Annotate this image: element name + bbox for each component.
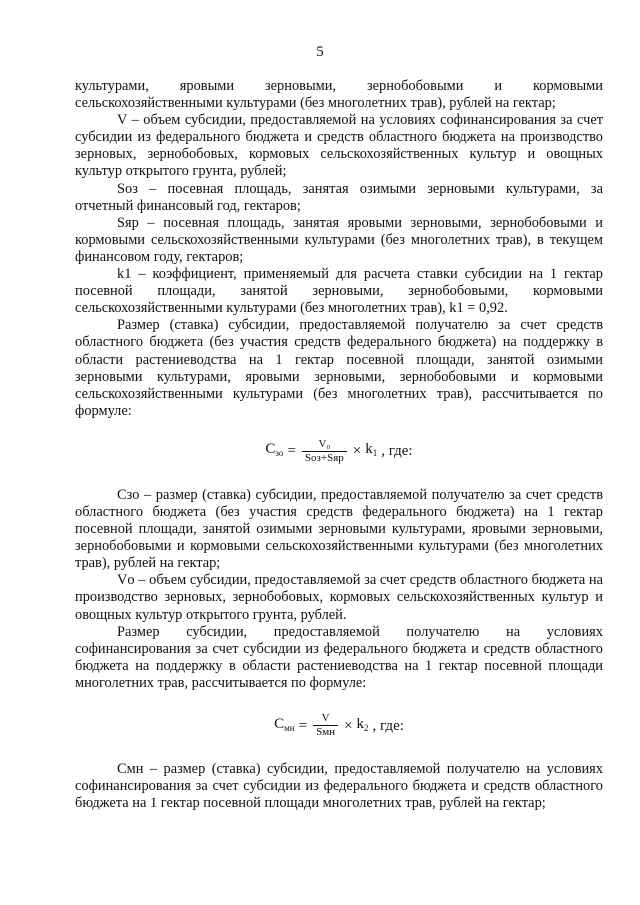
- paragraph: V – объем субсидии, предоставляемой на условиях софинансирования за счет субсидии из федерального бюджета и средств областного бюджета на производство зерновых, зернобобовых, кормовых сельскохозяйственных культур и овощных культур открытого грунта, рублей;: [75, 112, 603, 180]
- paragraph: Sяр – посевная площадь, занятая яровыми зерновыми, зернобобовыми и кормовыми сельскохозяйственными культурами (без многолетних трав), в текущем финансовом году, гектаров;: [75, 214, 603, 265]
- paragraph: культурами, яровыми зерновыми, зернобобовыми и кормовыми сельскохозяйственными культурами (без многолетних трав), рублей на гектар;: [75, 78, 603, 112]
- formula-lhs: $С_{зо}$: [265, 441, 284, 459]
- formula-times: ×: [352, 443, 362, 460]
- formula-fraction: [313, 712, 338, 739]
- formula-times: ×: [344, 717, 353, 734]
- formula-coefficient: $k_1$: [365, 441, 378, 459]
- document-body: [75, 78, 603, 812]
- formula-equals: =: [298, 717, 308, 734]
- formula-denominator: Sмн: [313, 725, 338, 739]
- formula-equals: =: [287, 443, 296, 460]
- formula-smn: [75, 712, 603, 739]
- formula-fraction: [302, 438, 347, 465]
- page-number: 5: [316, 44, 324, 60]
- paragraph: k1 – коэффициент, применяемый для расчета ставки субсидии на 1 гектар посевной площади, занятой зерновыми, зернобобовыми, кормовыми сельскохозяйственными культурами (без многолетних трав), k1 = 0,92.: [75, 266, 603, 317]
- paragraph: Смн – размер (ставка) субсидии, предоставляемой получателю на условиях софинансирования за счет субсидии из федерального бюджета и средств областного бюджета на 1 гектар посевной площади многолетних трав, рублей на гектар;: [75, 761, 603, 812]
- formula-lhs: $С_{мн}$: [274, 715, 295, 733]
- formula-tail: , где:: [381, 443, 413, 460]
- formula-szo: [75, 438, 603, 465]
- formula-numerator: V: [321, 712, 330, 724]
- paragraph: Vо – объем субсидии, предоставляемой за счет средств областного бюджета на производство зерновых, зернобобовых, кормовых сельскохозяйственных культур и овощных культур открытого грунта, рублей.: [75, 572, 603, 623]
- paragraph: Размер (ставка) субсидии, предоставляемой получателю за счет средств областного бюджета (без участия средств федерального бюджета) на поддержку в области растениеводства на 1 гектар посевной площади, занятой озимыми зерновыми культурами, яровыми зерновыми, зернобобовыми и кормовыми сельскохозяйственными культурами (без многолетних трав), рассчитывается по формуле:: [75, 317, 603, 419]
- formula-numerator: V₀: [318, 437, 331, 450]
- formula-denominator: Sоз+Sяр: [302, 451, 347, 465]
- paragraph: Sоз – посевная площадь, занятая озимыми зерновыми культурами, за отчетный финансовый год, гектаров;: [75, 180, 603, 214]
- paragraph: Сзо – размер (ставка) субсидии, предоставляемой получателю за счет средств областного бюджета (без участия средств федерального бюджета) на 1 гектар посевной площади, занятой озимыми зерновыми культурами, яровыми зерновыми, зернобобовыми и кормовыми сельскохозяйственными культурами (без многолетних трав), рублей на гектар;: [75, 486, 603, 572]
- paragraph: Размер субсидии, предоставляемой получателю на условиях софинансирования за счет субсидии из федерального бюджета и средств областного бюджета на поддержку в области растениеводства на 1 гектар посевной площади многолетних трав, рассчитывается по формуле:: [75, 623, 603, 691]
- formula-tail: , где:: [372, 717, 404, 734]
- formula-coefficient: $k_2$: [356, 715, 369, 733]
